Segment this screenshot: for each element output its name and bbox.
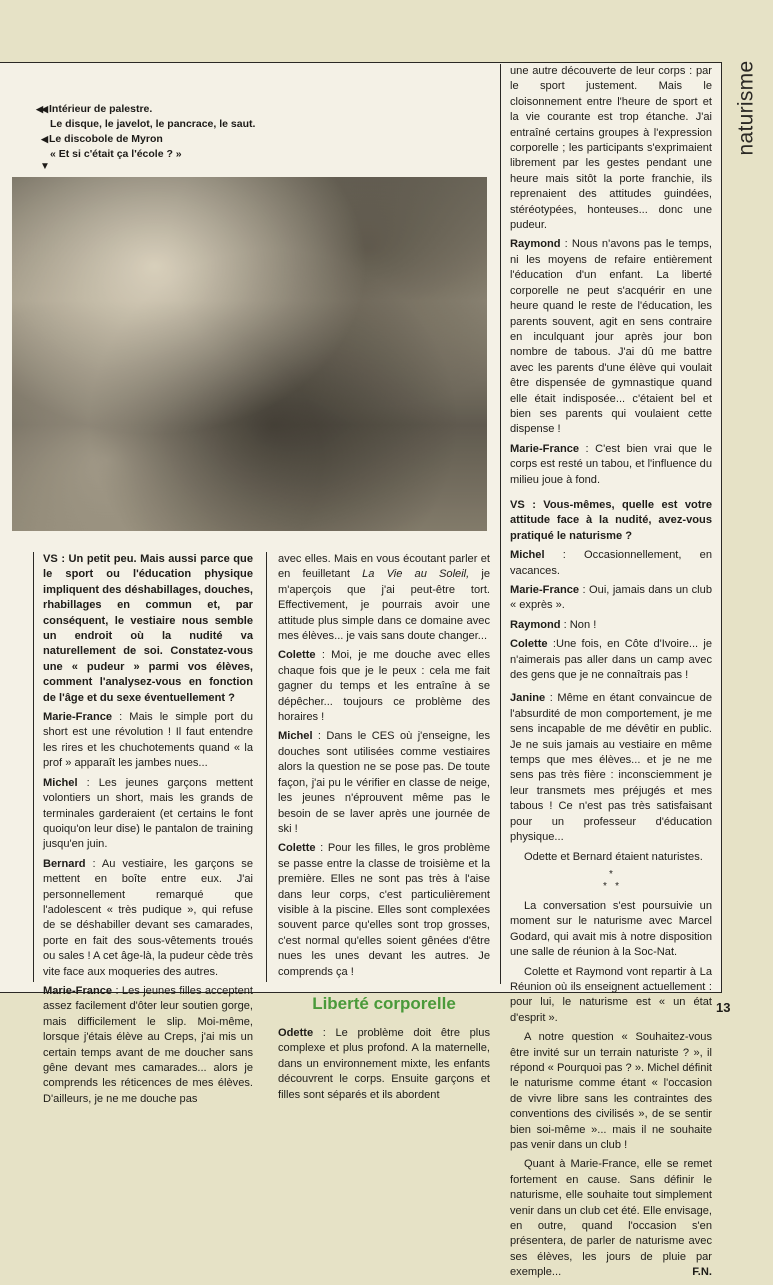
speaker-name: Colette [510, 638, 548, 651]
interview-answer [278, 1026, 490, 1103]
answer-text: : Les jeunes garçons mettent volontiers un short, mais les grands de terminales garderaient (et certains le font quoiqu'on leur dise) le pantalon de training jusqu'en juin. [43, 776, 253, 851]
answer-text: : Occasionnellement, en vacances. [510, 549, 712, 577]
interview-answer [510, 237, 712, 437]
asterism-top: * [609, 868, 613, 880]
article-photo [12, 177, 487, 531]
interview-answer [510, 583, 712, 614]
left-arrow-icon: ◀ [41, 134, 46, 144]
column-rule [500, 64, 501, 984]
answer-text: : Non ! [560, 618, 597, 631]
column-rule [33, 552, 34, 982]
caption-line [30, 117, 270, 132]
answer-text: :Une fois, en Côte d'Ivoire... je n'aimerais pas aller dans un camp avec des gens que je ne connaîtrais pas ! [510, 638, 712, 682]
speaker-name: Marie-France [510, 442, 580, 455]
caption-line [30, 147, 270, 162]
speaker-name: Michel [278, 730, 313, 743]
author-signature: F.N. [692, 1266, 712, 1279]
photo-captions [30, 102, 270, 172]
continued-answer [278, 552, 490, 644]
right-column [510, 64, 712, 1285]
answer-text: : Mais le simple port du short est une révolution ! Il faut entendre les rires et les chuchotements quand « la prof » apparaît les jambes nues... [43, 711, 253, 770]
interview-answer [43, 776, 253, 853]
caption-text: Le disque, le javelot, le pancrace, le saut. [50, 118, 256, 130]
page-number: 13 [716, 1000, 731, 1015]
answer-text: : Pour les filles, le gros problème se passe entre la classe de troisième et la première. Elles ne sont pas très à l'aise dans leur corps, c'est particulièrement visible à la piscine. Elles sont complexées souvent parce qu'elles sont trop grosses, c'est normal qu'elles soient gênées d'être nues les unes devant les autres. Je comprends ça ! [278, 842, 490, 978]
speaker-name: Michel [43, 776, 78, 789]
column-rule [266, 552, 267, 982]
caption-text: « Et si c'était ça l'école ? » [50, 148, 182, 160]
closing-paragraph: Colette et Raymond vont repartir à La Réunion où ils enseignent actuellement : pour lui, le naturisme est « un état d'esprit ». [510, 965, 712, 1024]
down-arrow-icon: ▼ [40, 161, 50, 172]
answer-text: : Nous n'avons pas le temps, ni les moyens de refaire entièrement l'éducation d'un enfant. La liberté corporelle ne peut s'acquérir en une heure quand le reste de l'éducation, les parents souvent, agit en sens contraire en inculquant jour après jour bon nombre de tabous. J'ai dû me battre avec les parents d'une élève qui voulait être dispensée de gymnastique quand elle était indisposée... c'étaient bel et bien ses parents qui voulaient cette dispense ! [510, 238, 712, 436]
answer-text: : C'est bien vrai que le corps est resté un tabou, et l'influence du milieu joue à fond. [510, 442, 712, 486]
answer-text: je m'aperçois que j'ai peut-être tort. Effectivement, je pourrais avoir une attitude plus simple dans ce domaine avec mes élèves... je vais sans doute changer... [278, 568, 490, 643]
section-tab [726, 58, 766, 158]
speaker-name: Marie-France [510, 584, 580, 596]
closing-text: Quant à Marie-France, elle se remet fortement en cause. Sans définir le naturisme, elle souhaite tout simplement venir dans un club cet été. Elle envisage, en outre, quand l'occasion s'en présentera, de parler de naturisme avec ses élèves, les jours de pluie par exemple... [510, 1158, 712, 1279]
interview-question: VS : Vous-mêmes, quelle est votre attitude face à la nudité, avez-vous pratiqué le naturisme ? [510, 498, 712, 542]
interview-answer [278, 729, 490, 837]
magazine-title: La Vie au Soleil, [362, 568, 470, 581]
speaker-name: Raymond [510, 618, 561, 631]
interview-answer [510, 618, 712, 633]
speaker-name: Marie-France [43, 984, 113, 997]
speaker-name: Bernard [43, 857, 86, 870]
speaker-name: Odette [278, 1026, 314, 1039]
speaker-name: Janine [510, 692, 546, 705]
answer-text: : Moi, je me douche avec elles chaque fois que je le peux : cela me fait gagner du temps et les entraîne à se dépêcher... toujours ce problème des horaires ! [278, 649, 490, 724]
interview-answer [510, 442, 712, 488]
interview-answer [43, 857, 253, 980]
interview-answer [510, 637, 712, 683]
speaker-name: Marie-France [43, 711, 113, 724]
answer-text: : Même en étant convaincue de l'absurdité de mon comportement, je me sens incapable de me dévêtir en public. Je ne suis jamais au vestiaire en même temps que mes élèves... et je ne me sens pas très fière : inconsciemment je leur transmets mes préjugés et mes tabous ! Ce n'est pas très satisfaisant pour un professeur d'éducation physique... [510, 692, 712, 844]
section-break-asterism [510, 869, 712, 893]
closing-paragraph: A notre question « Souhaitez-vous être invité sur un terrain naturiste ? », il répond « Pourquoi pas ? ». Michel définit le naturisme comme étant « l'occasion de vivre libre sans les contraintes des conventions des civilisés », de se sentir bien soi-même »... mais il ne souhaite pas venir dans un club ! [510, 1031, 712, 1151]
interview-question: VS : Un petit peu. Mais aussi parce que le sport ou l'éducation physique impliquent des déshabillages, douches, rhabillages en commun et, par conséquent, le vestiaire nous semble un endroit où la nudité va naturellement de soi. Constatez-vous une « pudeur » parmi vos élèves, comment l'analysez-vous en fonction de l'âge et du sexe éventuellement ? [43, 553, 253, 704]
caption-line [30, 132, 270, 147]
interview-answer [510, 691, 712, 845]
interview-answer [278, 841, 490, 980]
answer-text: avec elles. Mais en vous écoutant parler et en feuilletant [278, 553, 490, 581]
speaker-name: Colette [278, 842, 316, 855]
middle-column [278, 552, 490, 1107]
interview-answer [278, 648, 490, 725]
answer-text: : Dans le CES où j'enseigne, les douches sont utilisées comme vestiaires alors la question ne se pose pas. De toute façon, j'ai pu le vérifier en classe de neige, les jeunes n'éprouvent même pas le besoin de se laver après une journée de ski ! [278, 730, 490, 835]
closing-paragraph [510, 1157, 712, 1280]
caption-line [30, 102, 270, 117]
speaker-name: Michel [510, 549, 545, 562]
left-column [43, 552, 253, 1111]
answer-text: : Le problème doit être plus complexe et plus profond. A la maternelle, dans un environnement mixte, les enfants découvrent le corps. Ensuite garçons et filles sont séparés et ils abordent [278, 1026, 490, 1101]
interview-answer [43, 710, 253, 772]
section-tab-label: naturisme [734, 60, 757, 156]
caption-text: Le discobole de Myron [49, 133, 163, 145]
interview-answer [510, 548, 712, 579]
interview-answer [43, 984, 253, 1107]
speaker-name: Colette [278, 649, 316, 662]
answer-text: : Oui, jamais dans un club « exprès ». [510, 584, 712, 612]
caption-text: Intérieur de palestre. [49, 103, 153, 115]
asterism-bottom: * * [602, 880, 620, 892]
answer-text: : Les jeunes filles acceptent assez facilement d'ôter leur soutien gorge, mais difficilement le slip. Moi-même, lorsque j'étais élève au Creps, j'ai mis un certain temps avant de me doucher sans gêne devant mes camarades... alors je comprends les réticences de mes élèves. D'ailleurs, je ne me douche pas [43, 984, 253, 1105]
speaker-name: Raymond [510, 238, 561, 251]
double-left-arrow-icon: ◀◀ [36, 104, 46, 114]
answer-text: : Au vestiaire, les garçons se mettent en boîte entre eux. J'ai personnellement remarqué que l'adolescent « très pudique », qui refuse de se déshabiller devant ses camarades, porte en fait des sous-vêtements troués ou sales ! A cet âge-là, la pudeur cède très vite face aux moqueries des autres. [43, 857, 253, 978]
editorial-note: Odette et Bernard étaient naturistes. [524, 850, 703, 863]
continued-answer: une autre découverte de leur corps : par le sport justement. Mais le cloisonnement entre l'heure de sport et la vie courante est trop étanche. J'ai entraîné certains groupes à l'expression corporelle ; les participants s'exprimaient librement par les gestes pendant une heure mais sitôt la porte franchie, ils reprenaient des attitudes guindées, stéréotypées, honteuses... donc une pudeur. [510, 65, 712, 232]
section-subheading: Liberté corporelle [312, 993, 456, 1013]
closing-paragraph: La conversation s'est poursuivie un moment sur le naturisme avec Marcel Godard, qui avait mis à notre disposition une salle de réunion à la Soc-Nat. [510, 899, 712, 959]
